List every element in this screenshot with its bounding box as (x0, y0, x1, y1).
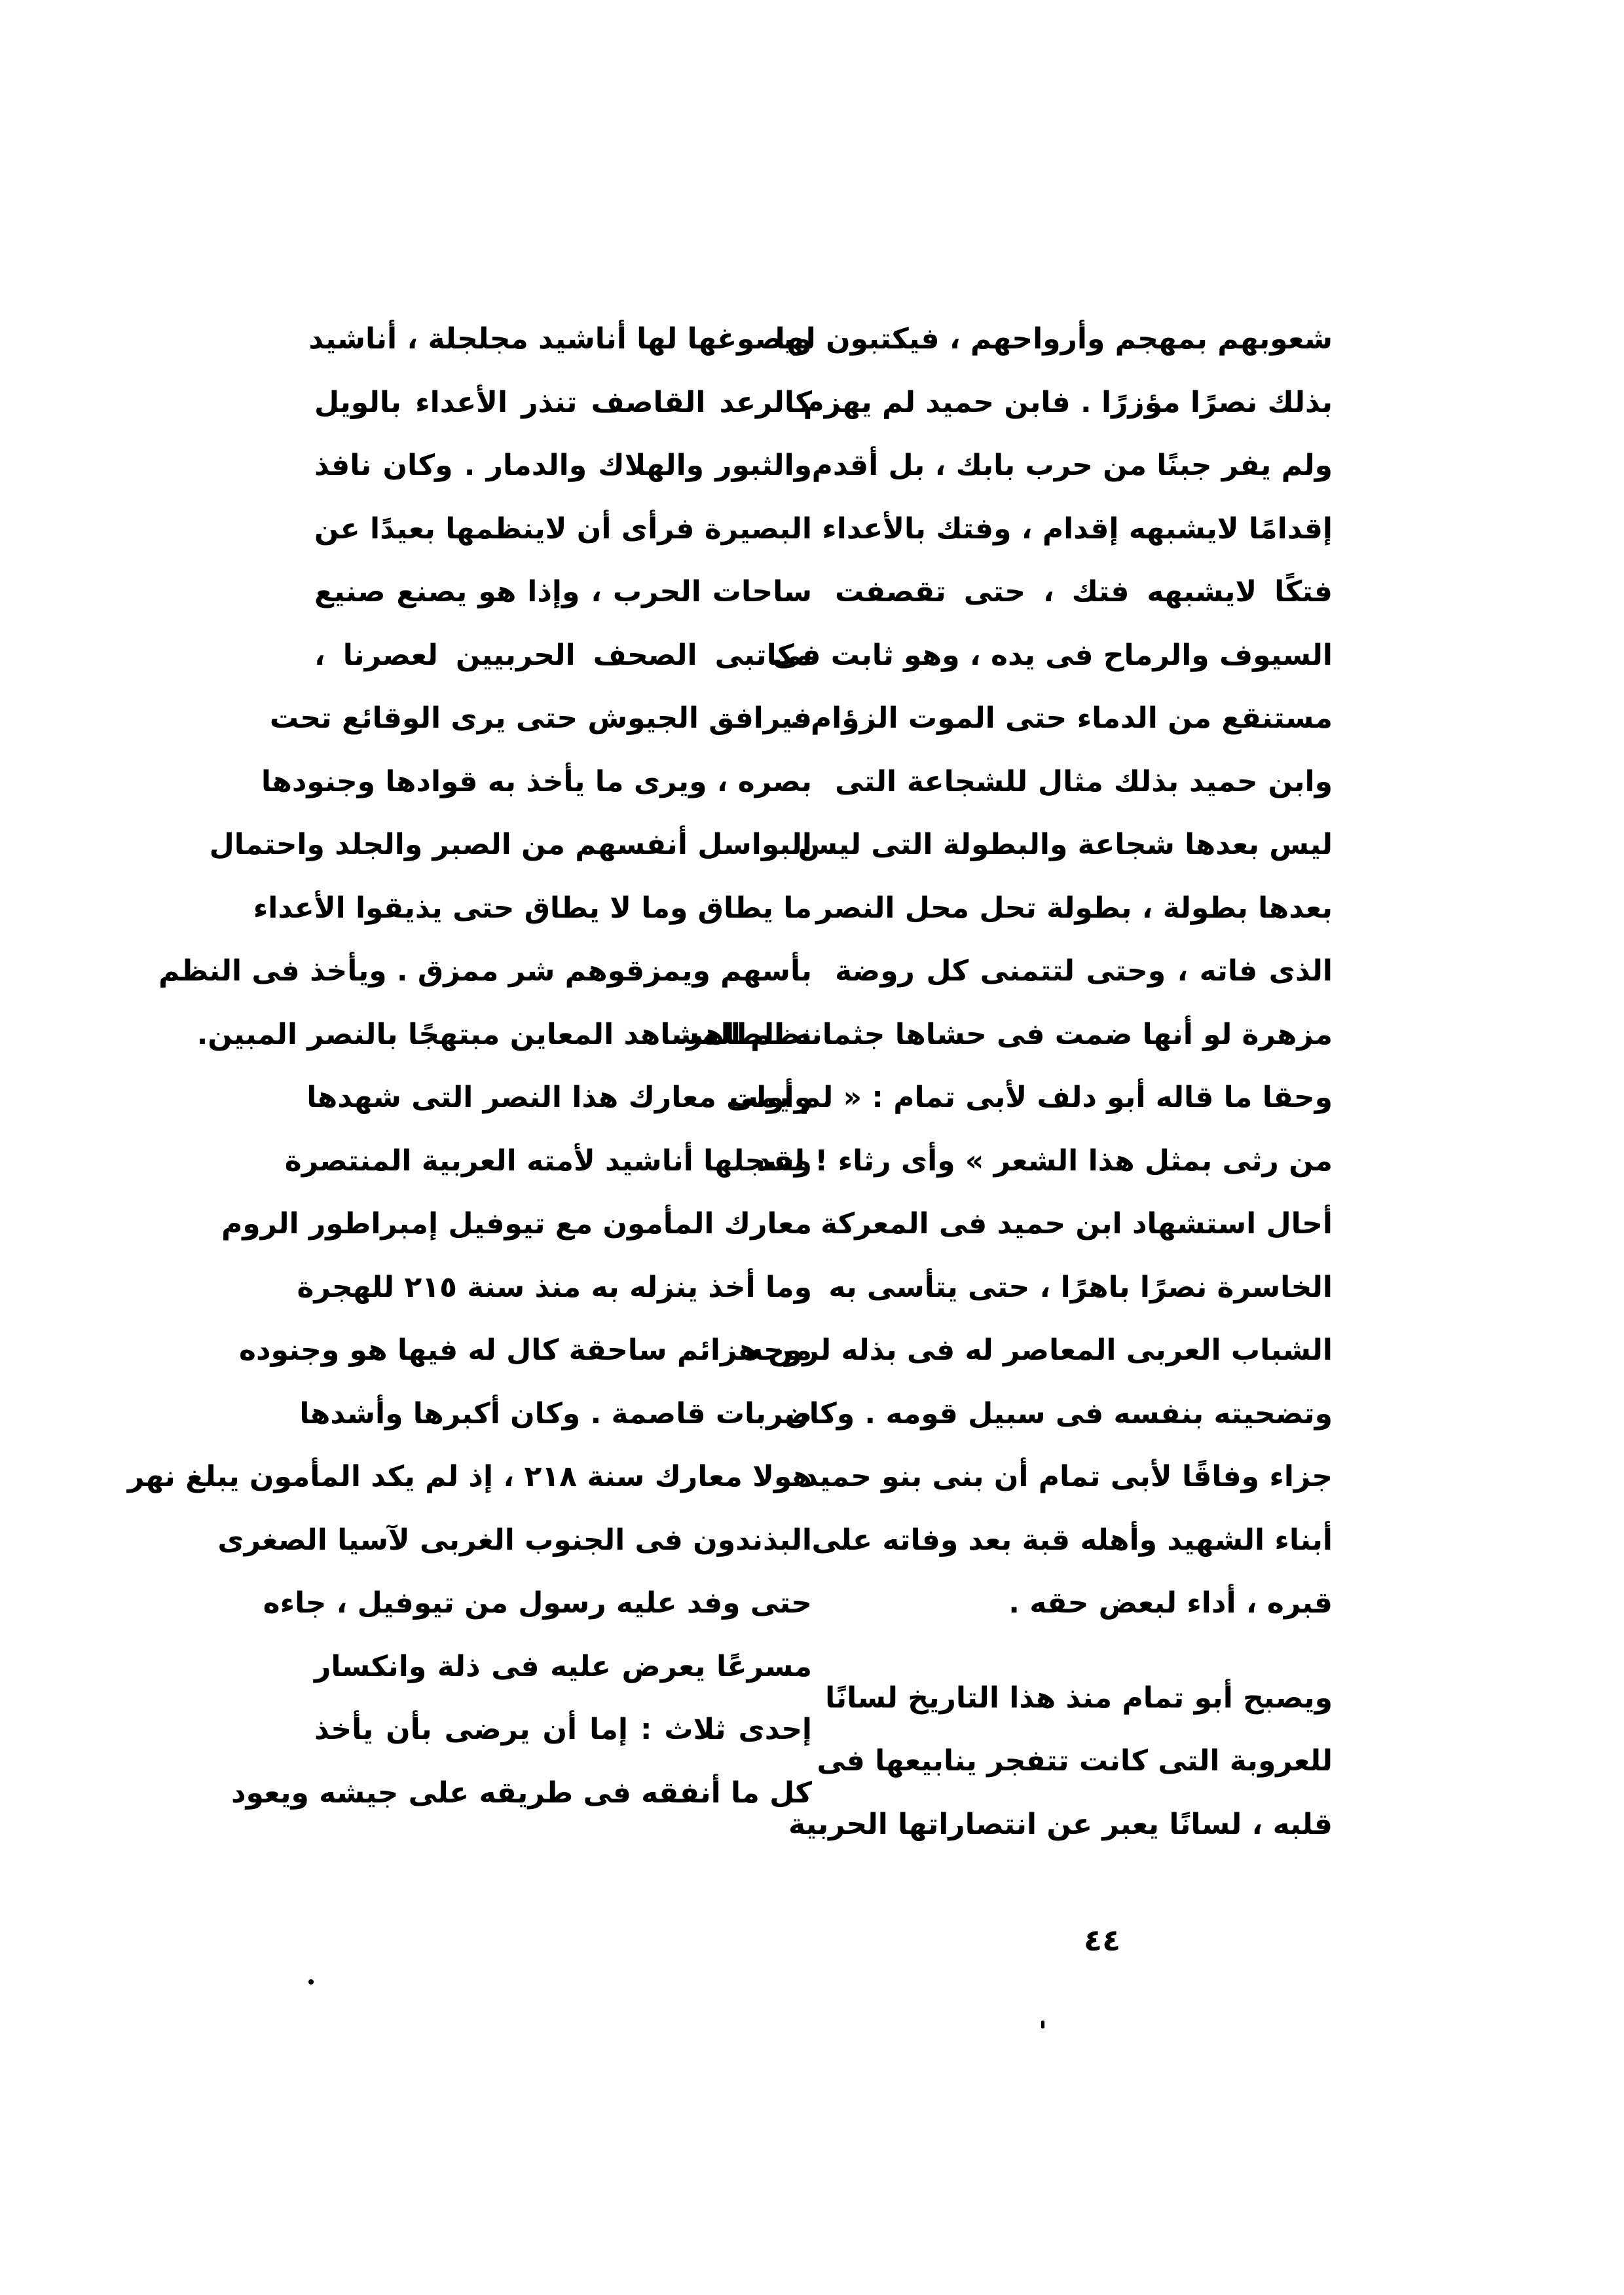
text-line: ساحات الحرب ، وإذا هو يصنع صنيع (314, 575, 812, 608)
left-column (127, 308, 812, 1825)
text-line: ما يطاق وما لا يطاق حتى يذيقوا الأعداء (253, 891, 812, 925)
text-line: ليس بعدها شجاعة والبطولة التى ليس (798, 828, 1333, 861)
text-line: من هزائم ساحقة كال له فيها هو وجنوده (239, 1334, 812, 1367)
text-line: السيوف والرماح فى يده ، وهو ثابت فى (773, 638, 1333, 672)
text-line: البواسل أنفسهم من الصبر والجلد واحتمال (209, 828, 812, 861)
text-line: شعوبهم بمهجم وأرواحهم ، فيكتبون لها (775, 322, 1333, 356)
paragraph-2 (788, 1667, 1333, 1857)
text-line: إقدامًا لايشبهه إقدام ، وفتك بالأعداء (822, 512, 1333, 546)
text-line: قلبه ، لسانًا يعبر عن انتصاراتها الحربية (788, 1807, 1333, 1841)
text-line: بذلك نصرًا مؤزرًا . فابن حميد لم يهزم (803, 385, 1333, 419)
text-line: حتى وفد عليه رسول من تيوفيل ، جاءه (263, 1586, 812, 1620)
text-line: وما أخذ ينزله به منذ سنة ٢١٥ للهجرة (297, 1270, 812, 1304)
text-line: نظم المشاهد المعاين مبتهجًا بالنصر المبين. (196, 1017, 812, 1051)
text-line: هولا معارك سنة ٢١٨ ، إذ لم يكد المأمون يبلغ نهر (127, 1460, 812, 1493)
text-line: والثبور والهلاك والدمار . وكان نافذ (314, 449, 812, 482)
text-line: البذندون فى الجنوب الغربى لآسيا الصغرى (217, 1523, 812, 1557)
text-line: ضربات قاصمة . وكان أكبرها وأشدها (299, 1396, 812, 1430)
text-line: قبره ، أداء لبعض حقه . (1008, 1586, 1333, 1620)
text-line: معارك المأمون مع تيوفيل إمبراطور الروم (221, 1207, 812, 1241)
text-line: وتضحيته بنفسه فى سبيل قومه . وكان (784, 1396, 1333, 1430)
text-line: بأسهم ويمزقوهم شر ممزق . ويأخذ فى النظم (158, 954, 812, 988)
right-column (675, 308, 1333, 1856)
scan-speck (1041, 2021, 1044, 2028)
text-line: الشباب العربى المعاصر له فى بذله لروحه (746, 1334, 1333, 1367)
text-line: الذى فاته ، وحتى لتتمنى كل روضة (835, 954, 1333, 988)
text-line: وحقا ما قاله أبو دلف لأبى تمام : « لم يمت (729, 1081, 1333, 1114)
paragraph-1 (675, 308, 1333, 1635)
text-line: البصيرة فرأى أن لاينظمها بعيدًا عن (314, 512, 812, 546)
text-line: بصره ، ويرى ما يأخذ به قوادها وجنودها (261, 764, 812, 798)
page-number: ٤٤ (1084, 1922, 1121, 1958)
text-line: أحال استشهاد ابن حميد فى المعركة (820, 1207, 1333, 1241)
text-line: بعدها بطولة ، بطولة تحل محل النصر (816, 891, 1333, 925)
text-line: مزهرة لو أنها ضمت فى حشاها جثمانه الطاهر. (675, 1017, 1333, 1051)
text-line: كل ما أنفقه فى طريقه على جيشه ويعود (231, 1776, 812, 1810)
text-line: الخاسرة نصرًا باهرًا ، حتى يتأسى به (828, 1270, 1333, 1304)
text-line: مسرعًا يعرض عليه فى ذلة وانكسار (314, 1649, 812, 1683)
text-line: ويصوغها لها أناشيد مجلجلة ، أناشيد (308, 322, 812, 356)
text-line: للعروبة التى كانت تتفجر ينابيعها فى (817, 1744, 1333, 1778)
text-line: من رثى بمثل هذا الشعر » وأى رثاء ! لقد (756, 1144, 1333, 1178)
paragraph-spacer (835, 1635, 1333, 1667)
text-line: مستنقع من الدماء حتى الموت الزؤام . (789, 701, 1333, 735)
text-line: ويصبح أبو تمام منذ هذا التاريخ لسانًا (825, 1681, 1333, 1715)
text-line: جزاء وفاقًا لأبى تمام أن بنى بنو حميد (803, 1460, 1333, 1493)
text-line: وابن حميد بذلك مثال للشجاعة التى (835, 764, 1333, 798)
scan-speck (308, 1979, 314, 1985)
text-line: إحدى ثلاث : إما أن يرضى بأن يأخذ (314, 1713, 812, 1746)
text-line: مكاتبى الصحف الحربيين لعصرنا ، (314, 638, 812, 672)
text-line: وسجلها أناشيد لأمته العربية المنتصرة (284, 1144, 812, 1178)
text-line: فتكًا لايشبهه فتك ، حتى تقصفت (835, 575, 1333, 608)
text-line: فيرافق الجيوش حتى يرى الوقائع تحت (269, 701, 812, 735)
text-line: ولم يفر جبنًا من حرب بابك ، بل أقدم (811, 449, 1333, 482)
text-line: أبناء الشهيد وأهله قبة بعد وفاته على (811, 1523, 1333, 1557)
text-line: كالرعد القاصف تنذر الأعداء بالويل (314, 385, 812, 419)
text-line: وأولى معارك هذا النصر التى شهدها (306, 1081, 812, 1114)
